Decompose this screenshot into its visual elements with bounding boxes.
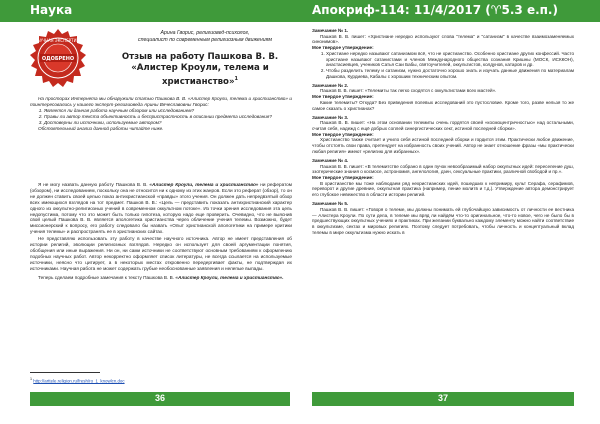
intro-block [30, 96, 292, 131]
remark-3 [312, 115, 574, 155]
footer-right [312, 392, 574, 406]
footnote-num: 1 [30, 377, 33, 381]
remark-title: Замечание № 4. [312, 157, 349, 163]
seal-bottom-text: ОДОБРЕНО [41, 56, 75, 62]
remark-4 [312, 158, 574, 198]
intro-p1: На просторах Интернета мы обнаружили статью Пашкова В. В. «Алистер Кроули, телема и христианство» и поинтересовались у нашего эксперт-религиоведа Арины Вячеславовны Гворис: [30, 96, 292, 107]
remark-title: Замечание № 5. [312, 201, 349, 207]
author-desc: специалист по современным религиозным движениям [138, 36, 272, 43]
intro-question: 1. Является ли данная работа научным обзором или исследованием? [44, 108, 292, 114]
remark-text: В христианстве мы тоже наблюдаем ряд нехристианских идей, пошедших к непримиру, культ Серафа, серафимов, переворот и другие древние, оккультная практика (например, пение молитв и т.д.). Утверждение автора демонстрирует его глубокое невежество в области истории религий. [312, 180, 574, 198]
remark-list-item: 1. Христиане нередко называют сатанизмом всё, что не христианство. Особенно христиане других конфессий. Часто христиане называют сатанистами и членов Международного общества сознания Кришны (МОСК, ИСККОН), анастасиевцев, учеников Сатья Саи Бабы, святоучителей, оккультистов, колдунов, катаров и др. [326, 51, 574, 68]
body-p3: Теперь сделаем подробные замечания к тексту Пашкова В. В. «Алистер Кроули, телема и христианство». [38, 274, 284, 280]
remark-quote: Пашков В. В. пишет: «Христиане нередко используют слова "телема" и "сатанизм" в качестве взаимозаменяемых синонимов». [312, 33, 574, 45]
remarks-column [312, 28, 574, 239]
remark-quote: Пашков В. В. пишет: «В телемитстве собрано в один пучок невообразимый набор оккультных идей: переселение душ, эзотерические знания о космосе, астрономия, ангелология, дзен, сексуальные практики, различной свободой и пр.». [312, 163, 574, 175]
remark-quote: Пашков В. В. пишет: «Телемиты так легко сходятся с оккультистами всех мастей». [320, 88, 497, 94]
title-footnote-ref: 1 [234, 76, 238, 82]
author-block [110, 30, 300, 43]
footnote [30, 377, 125, 383]
remark-label: Мое твердое утверждение: [312, 175, 374, 181]
remark-quote: Пашков В. В. пишет: «На этом основании телемиты очень гордятся своей «космоцентричностью» над остальными, считая себя, надежд с ещё добрых соплей синергистических сект, истиной последней сборки». [312, 120, 574, 132]
author-name: Арина Гворис, религиовед-психолог, [160, 30, 250, 36]
intro-question: 2. Правы ли автор текста объективность и беспристрастность в описании предмета исследования? [44, 114, 292, 120]
remark-title: Замечание № 1. [312, 28, 349, 33]
expertise-seal-icon [28, 28, 88, 88]
remark-title: Замечание № 2. [312, 82, 349, 88]
remark-2 [312, 83, 574, 112]
intro-p2: Обстоятельный анализ данной работы читайте ниже. [38, 125, 164, 131]
footer-left [30, 392, 290, 406]
remark-list [312, 51, 574, 80]
page-header [0, 0, 600, 22]
remark-label: Мое твердое утверждение: [312, 45, 374, 51]
body-p1: Я не могу назвать данную работу Пашкова В. В. «Алистер Кроули, телема и христианство» ни рефератом (обзором), ни исследованием, поскольку она не относится ни к одному из этих жанров. Если это реферат (обзор), то он не должен ставить своей целью показ антихристианской «правды» этого учения. Он должен дать непредвзятый обзор всех имеющихся взглядов на тот предмет. Пашков В. В.: «Цель — представить показать антихристианский характер одного из оккультно-религиозных учений в современном оккультном потоке». Из точки зрения исследования эта цель недопустима, потому что это может быть только гипотеза, которую надо еще проверить. Очевидно, что не выяснив свой целый Пашкова В. В. является апологетика христианства через обличение учения телемы. Возможно, будет миссионерский к вопросу, его работу следовало бы назвать «Опыт христианской апологетики на примере критики учения телемы» и распространять ее в христианских сайтах. [30, 182, 292, 235]
body-p2: Не представляю использовать эту работу в качестве научного источника. Автор не имеет представления об истории религий, эволюции религиозных взглядов. Нередко он использует для своей аргументации понятия, обобщения или иные выражения. Ни он, ни сами источники не соответствуют основным требованиям к оформлению подобных научных работ. Автор некорректно оформляет список литературы, не всегда ссылается на используемые источники, неясно что цитирует, а в некоторых местах откровенно передергивает факты, не подтверждая их источниками. Научная работа не может содержать грубые необоснованные заявления и нелепые выпады. [30, 236, 292, 271]
remark-label: Мое твердое утверждение: [312, 94, 374, 100]
remark-text: Христианство также считает и учило себя истиной последней сборки и гордится этим. Практически любое движение, чтобы отстоять свои права, претендует на избранность своих учений. Автор не знает отношение фразы «мы практически любая религия» имеют «религию для избранных». [312, 137, 574, 154]
remark-5 [312, 201, 574, 235]
remark-text: Пашков В. В. пишет: «Говоря о телеме, мы должны понимать ей глубочайшую зависимость от личности ее вестника — Алистера Кроули. По сути дела, в телеме мы вряд ли найдём что-то оригинальное, что-то новое, чего не было бы в предшествующих оккультных учениях и практиках. При желании буквально каждому элементу можно найти соответствие в оккультизме, сектах и мировых религиях. Поэтому следует потребовать, чтобы личность и концептуальный вклад телемы в мире оккультизма нужно искать в [312, 206, 574, 235]
page-number-left: 36 [154, 393, 165, 403]
remark-text: Какие телемиты? Откуда? Без приведения полевых исследований это пустословие. Кроме того, разве нельзя то же самое сказать о христианах? [312, 99, 574, 111]
page-number-right: 37 [437, 393, 448, 403]
footnote-divider [30, 372, 100, 373]
intro-questions [30, 108, 292, 126]
body-block [30, 182, 292, 281]
title-text: Отзыв на работу Пашкова В. В. «Алистер Кроули, телема и христианство» [121, 52, 279, 87]
remark-list-item: 2. Чтобы разделить телему и сатанизм, нужно достаточно хорошо знать и изучать данные движения по материалам Дашкова, Курдиева, Кабалы с хорошим техническим опытом. [326, 68, 574, 79]
seal-top-text: НАУЧНАЯ ЭКСПЕРТИЗА [34, 38, 82, 43]
issue-title: Апокриф-114: 11/4/2017 (♈5.3 е.п.) [312, 3, 558, 17]
remark-title: Замечание № 3. [312, 114, 349, 120]
intro-question: 3. Достоверны ли источники, используемые автором? [44, 120, 292, 126]
remark-1 [312, 28, 574, 79]
remark-label: Мое твердое утверждение: [312, 131, 374, 137]
footnote-link[interactable]: http://arttele.religion.ru/fresh/ro_1_knowlcn.doc [33, 378, 125, 384]
article-title [100, 52, 300, 88]
section-title: Наука [30, 3, 73, 17]
